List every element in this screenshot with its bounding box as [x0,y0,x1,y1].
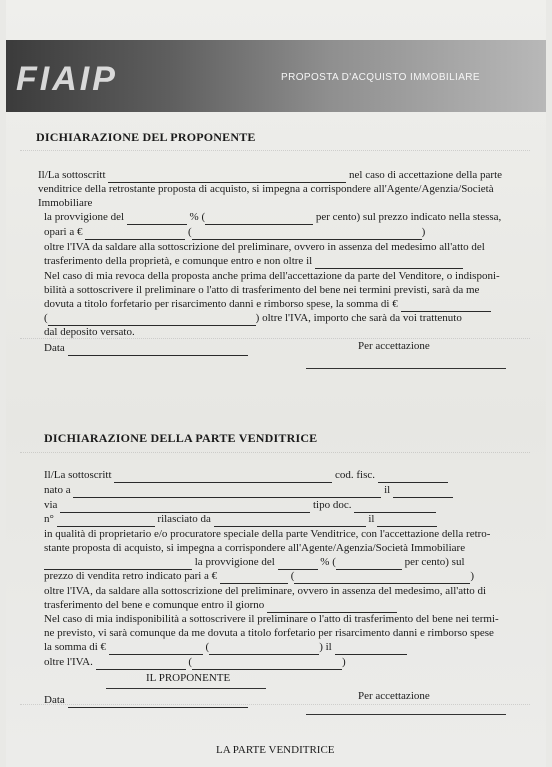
prop-line-9: bilità a sottoscrivere il preliminare o l'atto di trasferimento del bene nei termini previsti, sarà da me [44,284,480,296]
prop-accept-label: Per accettazione [358,340,430,352]
vend-line-2: nato a il [44,484,453,498]
prop-line-7: trasferimento della proprietà, e comunque entro e non oltre il [44,255,463,269]
vend-line-6: stante proposta di acquisto, si impegna a corrispondere all'Agente/Agenzia/Società Immobiliare [44,542,466,554]
vend-accept-label: Per accettazione [358,690,430,702]
vend-line-1: Il/La sottoscritt cod. fisc. [44,469,448,483]
header-band [6,40,546,112]
vend-line-8: prezzo di vendita retro indicato pari a € ( ) [44,570,475,582]
prop-accept-signature-line [306,368,506,369]
vend-date-row: Data [44,694,248,708]
vend-accept-signature-line [306,714,506,715]
proponente-heading: DICHIARAZIONE DEL PROPONENTE [36,130,256,144]
venditrice-heading: DICHIARAZIONE DELLA PARTE VENDITRICE [44,431,318,445]
vend-line-9: oltre l'IVA, da saldare alla sottoscrizione del preliminare, ovvero in assenza del medesimo, all'atto di [44,585,487,597]
vend-line-4: n° rilasciato da il [44,513,437,527]
prop-line-3: Immobiliare [38,197,93,209]
header-title: PROPOSTA D'ACQUISTO IMMOBILIARE [281,72,480,83]
vend-line-3: via tipo doc. [44,499,436,513]
prop-line-12: dal deposito versato. [44,326,135,338]
prop-line-10: dovuta a titolo forfetario per risarcimento danni e rimborso spese, la somma di € [44,298,491,312]
prop-line-5: opari a € ( ) [44,226,426,238]
prop-line-4: la provvigione del % ( per cento) sul prezzo indicato nella stessa, [44,211,502,223]
vend-line-11: Nel caso di mia indisponibilità a sottoscrivere il preliminare o l'atto di trasferimento del bene nei termi- [44,613,499,625]
proponente-signature-label: IL PROPONENTE [146,672,231,684]
prop-line-1: Il/La sottoscritt nel caso di accettazione della parte [38,169,503,181]
prop-date-row: Data [44,342,248,356]
fiaip-logo: FIAIP [16,60,118,98]
bleed-through [20,150,530,151]
proponente-signature-line [106,688,266,689]
prop-line-2: venditrice della retrostante proposta di acquisto, si impegna a corrispondere all'Agente/Agenzia/Società [38,183,494,195]
prop-line-11: ( ) oltre l'IVA, importo che sarà da voi trattenuto [44,312,462,324]
vend-line-5: in qualità di proprietario e/o procuratore speciale della parte Venditrice, con l'accettazione della retro- [44,528,491,540]
prop-line-8: Nel caso di mia revoca della proposta anche prima dell'accettazione da parte del Venditore, o indisponi- [44,270,500,282]
prop-line-6: oltre l'IVA da saldare alla sottoscrizione del preliminare, ovvero in assenza del medesimo all'atto del [44,241,485,253]
vend-line-12: ne previsto, vi sarà comunque da me dovuta a titolo forfetario per risarcimento danni e rimborso spese [44,627,494,639]
vend-line-14: oltre l'IVA. ( ) [44,656,346,668]
venditrice-signature-label: LA PARTE VENDITRICE [216,744,335,756]
document-page [6,0,546,767]
vend-line-13: la somma di € ( ) il [44,641,407,655]
bleed-through [20,452,530,453]
vend-line-7: la provvigione del % ( per cento) sul [44,556,465,570]
vend-line-10: trasferimento del bene e comunque entro il giorno [44,599,397,613]
